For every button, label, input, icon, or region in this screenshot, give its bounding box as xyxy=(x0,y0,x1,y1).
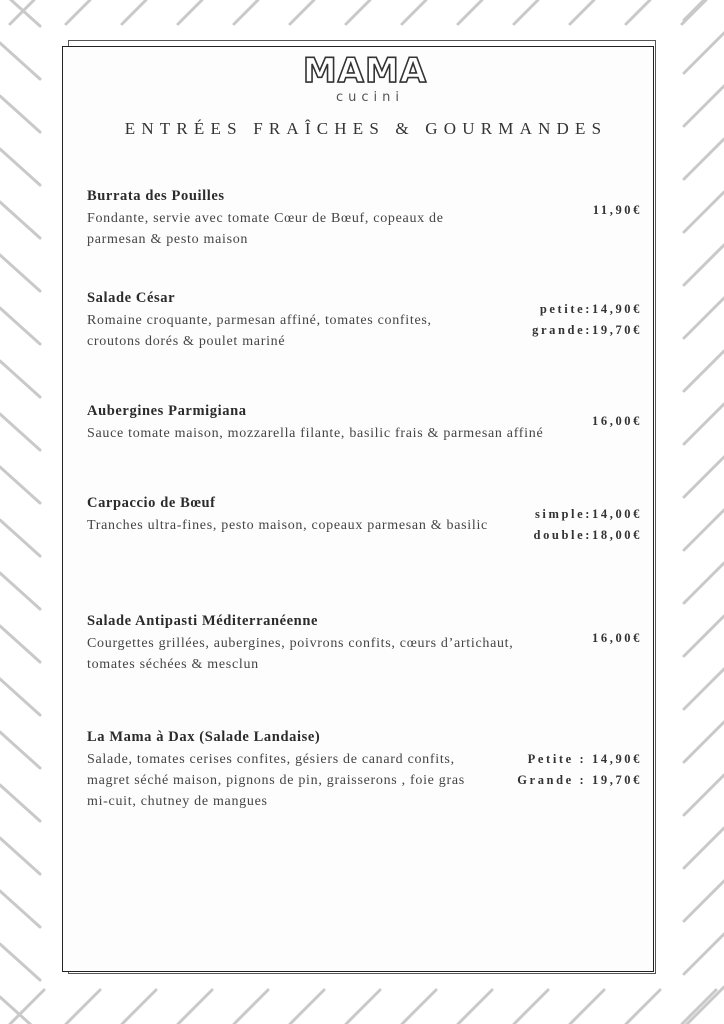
stripe xyxy=(458,990,492,1024)
dish-description: Tranches ultra-fines, pesto maison, copeaux parmesan & basilic xyxy=(87,518,488,533)
stripe xyxy=(684,86,724,126)
stripe xyxy=(0,732,40,768)
stripe xyxy=(0,573,40,609)
stripe xyxy=(684,669,724,709)
stripe xyxy=(684,616,724,656)
stripe xyxy=(684,934,724,974)
stripe xyxy=(0,149,40,185)
stripe xyxy=(514,990,548,1024)
stripe xyxy=(684,245,724,285)
dish-name: La Mama à Dax (Salade Landaise) xyxy=(87,729,321,745)
stripe xyxy=(234,990,268,1024)
stripe xyxy=(346,0,370,24)
menu-item xyxy=(87,289,527,352)
dish-description: Salade, tomates cerises confites, gésiers de canard confits, magret séché maison, pignons de pin, graisserons , foie gras mi-cuit, chutney de mangues xyxy=(87,752,465,809)
stripe xyxy=(178,990,212,1024)
stripe xyxy=(402,0,426,24)
stripe xyxy=(684,828,724,868)
dish-price xyxy=(532,299,642,341)
stripe xyxy=(0,626,40,662)
brand-logo xyxy=(290,51,440,105)
stripe xyxy=(570,0,594,24)
stripe xyxy=(514,0,538,24)
stripe xyxy=(290,990,324,1024)
price-value: Petite : 14,90€ xyxy=(527,752,642,766)
stripe xyxy=(290,0,314,24)
stripe xyxy=(0,891,40,927)
stripe xyxy=(402,990,436,1024)
section-heading: ENTRÉES FRAÎCHES & GOURMANDES xyxy=(124,119,608,138)
stripe xyxy=(0,520,40,556)
dish-description: Courgettes grillées, aubergines, poivrons confits, cœurs d’artichaut, tomates séchées & mesclun xyxy=(87,636,514,672)
stripe xyxy=(234,0,258,24)
dish-price xyxy=(517,749,642,791)
price-value: simple:14,00€ xyxy=(534,507,642,521)
price-value: 16,00€ xyxy=(592,631,642,645)
dish-description: Sauce tomate maison, mozzarella filante, basilic frais & parmesan affiné xyxy=(87,426,544,441)
dish-price xyxy=(534,504,642,546)
stripe xyxy=(570,990,604,1024)
stripe xyxy=(626,990,660,1024)
brand-name: MAMA xyxy=(302,51,428,91)
stripe xyxy=(0,96,40,132)
stripe xyxy=(684,298,724,338)
stripe xyxy=(458,0,482,24)
dish-price xyxy=(592,628,642,649)
stripe xyxy=(0,414,40,450)
menu-item xyxy=(87,494,527,536)
stripe xyxy=(684,722,724,762)
stripe xyxy=(684,510,724,550)
price-value: petite:14,90€ xyxy=(539,302,642,316)
stripe xyxy=(684,33,724,73)
stripe xyxy=(122,0,146,24)
stripe xyxy=(122,990,156,1024)
stripe xyxy=(0,785,40,821)
dish-description: Fondante, servie avec tomate Cœur de Bœuf, copeaux de parmesan & pesto maison xyxy=(87,211,444,247)
stripe xyxy=(684,457,724,497)
stripe xyxy=(0,838,40,874)
price-value: grande:19,70€ xyxy=(532,323,642,337)
menu-item xyxy=(87,187,527,250)
price-value: 11,90€ xyxy=(592,203,642,217)
stripe xyxy=(682,990,716,1024)
stripe xyxy=(684,563,724,603)
stripe xyxy=(10,990,44,1024)
stripe xyxy=(682,0,706,24)
stripe xyxy=(0,944,40,980)
menu-item xyxy=(87,728,487,812)
dish-name: Salade César xyxy=(87,290,176,306)
dish-description: Romaine croquante, parmesan affiné, tomates confites, croutons dorés & poulet mariné xyxy=(87,313,432,349)
stripe xyxy=(66,0,90,24)
stripe xyxy=(684,351,724,391)
stripe xyxy=(684,139,724,179)
stripe xyxy=(684,775,724,815)
dish-name: Carpaccio de Bœuf xyxy=(87,495,216,511)
stripe xyxy=(66,990,100,1024)
stripe xyxy=(0,679,40,715)
stripe xyxy=(178,0,202,24)
dish-name: Salade Antipasti Méditerranéenne xyxy=(87,613,319,629)
stripe xyxy=(684,404,724,444)
price-value: 16,00€ xyxy=(592,414,642,428)
dish-price xyxy=(592,411,642,432)
dish-name: Burrata des Pouilles xyxy=(87,188,225,204)
stripe xyxy=(684,881,724,921)
price-value: Grande : 19,70€ xyxy=(517,773,642,787)
brand-subtitle: cucini xyxy=(336,90,404,105)
menu-item xyxy=(87,612,557,675)
dish-price xyxy=(593,200,642,221)
dish-name: Aubergines Parmigiana xyxy=(87,403,247,419)
stripe xyxy=(0,308,40,344)
stripe xyxy=(0,202,40,238)
stripe xyxy=(684,192,724,232)
stripe xyxy=(0,43,40,79)
price-value: double:18,00€ xyxy=(533,528,642,542)
stripe xyxy=(684,987,724,1024)
stripe xyxy=(346,990,380,1024)
stripe xyxy=(0,467,40,503)
menu-item xyxy=(87,402,587,444)
stripe xyxy=(0,255,40,291)
stripe xyxy=(626,0,650,24)
stripe xyxy=(0,361,40,397)
